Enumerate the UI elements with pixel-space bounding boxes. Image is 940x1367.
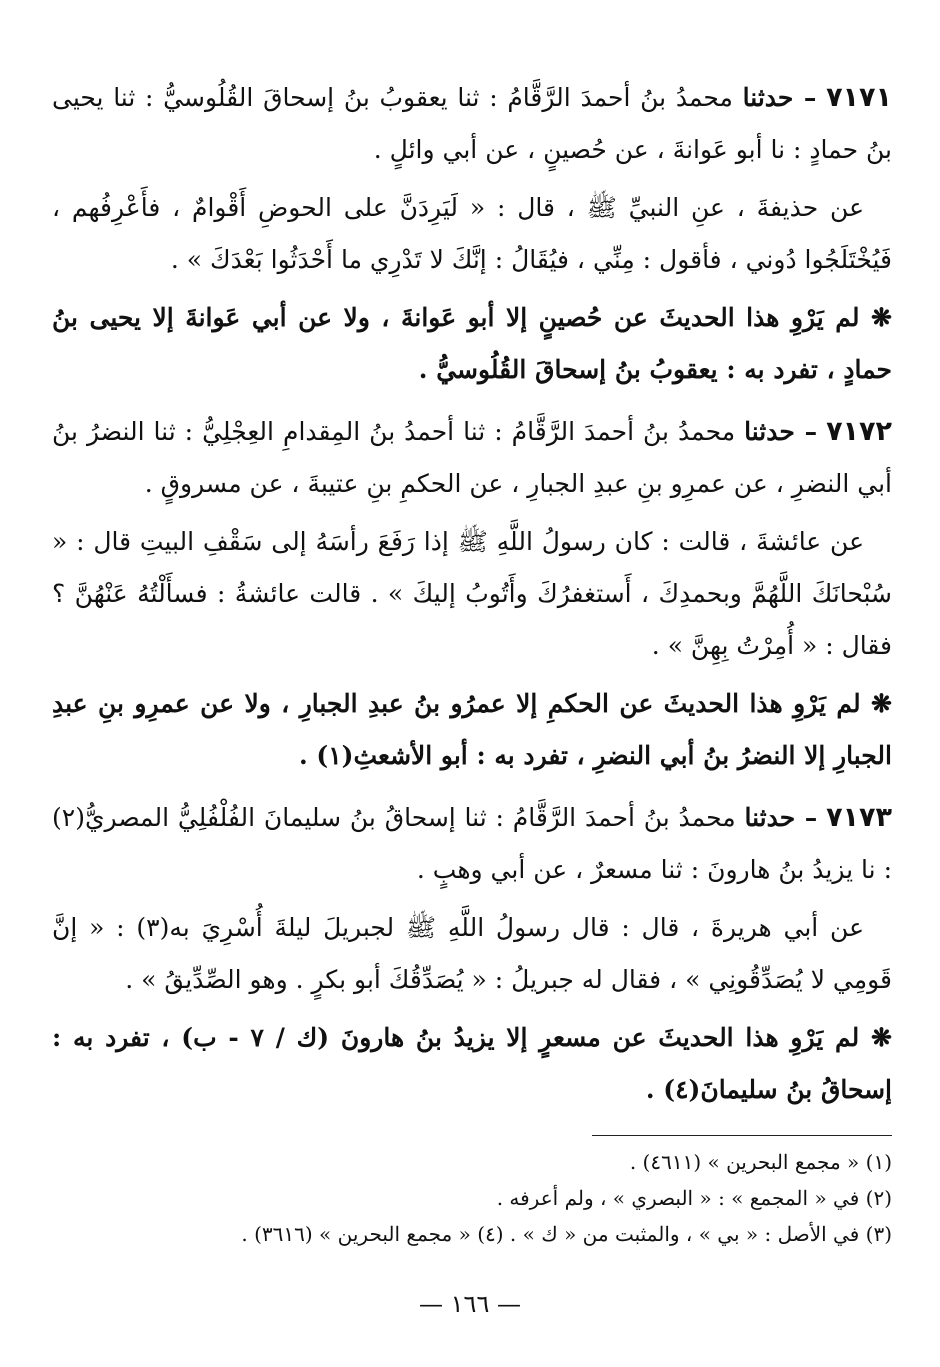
hadith-7173-note: ❋ لم يَرْوِ هذا الحديثَ عن مسعرٍ إلا يزيدُ بنُ هارونَ (ك / ٧ - ب) ، تفرد به : إسحاقُ بنُ سليمانَ(٤) . [52, 1023, 892, 1104]
hadith-7172-matn: عن عائشةَ ، قالت : كان رسولُ اللَّهِ ﷺ إذا رَفَعَ رأسَهُ إلى سَقْفِ البيتِ قال : « سُبْحانَكَ اللَّهُمَّ وبحمدِكَ ، أَستغفرُكَ وأَتُوبُ إليكَ » . قالت عائشةُ : فسأَلْتُهُ عَنْهُنَّ ؟ فقال : « أُمِرْتُ بِهِنَّ » . [52, 527, 892, 660]
isnad-text: محمدُ بنُ أحمدَ الرَّقَّامُ : ثنا أحمدُ بنُ المِقدامِ العِجْلِيُّ : ثنا النضرُ بنُ أبي النضرِ ، عن عمرِو بنِ عبدِ الجبارِ ، عن الحكمِ بنِ عتيبةَ ، عن مسروقٍ . [52, 417, 892, 498]
hadith-number: ٧١٧١ [826, 82, 892, 113]
footnotes [52, 1135, 892, 1252]
isnad-text: محمدُ بنُ أحمدَ الرَّقَّامُ : ثنا إسحاقُ بنُ سليمانَ الفُلْفُلِيُّ المصريُّ(٢) : نا يزيدُ بنُ هارونَ : ثنا مسعرٌ ، عن أبي وهبٍ . [52, 803, 892, 884]
hadith-7173-isnad: ٧١٧٣ – حدثنا محمدُ بنُ أحمدَ الرَّقَّامُ : ثنا إسحاقُ بنُ سليمانَ الفُلْفُلِيُّ المصريُّ(٢) : نا يزيدُ بنُ هارونَ : ثنا مسعرٌ ، عن أبي وهبٍ . [52, 802, 892, 884]
hadith-number: ٧١٧٢ [826, 416, 892, 447]
hadith-7172-note: ❋ لم يَرْوِ هذا الحديثَ عن الحكمِ إلا عمرُو بنُ عبدِ الجبارِ ، ولا عن عمرِو بنِ عبدِ الجبارِ إلا النضرُ بنُ أبي النضرِ ، تفرد به : أبو الأشعثِ(١) . [52, 689, 892, 770]
hadith-7171-isnad: ٧١٧١ – حدثنا محمدُ بنُ أحمدَ الرَّقَّامُ : ثنا يعقوبُ بنُ إسحاقَ القُلُوسيُّ : ثنا يحيى بنُ حمادٍ : نا أبو عَوانةَ ، عن حُصينٍ ، عن أبي وائلٍ . [52, 82, 892, 164]
hadith-7171-note: ❋ لم يَرْوِ هذا الحديثَ عن حُصينٍ إلا أبو عَوانةَ ، ولا عن أبي عَوانةَ إلا يحيى بنُ حمادٍ ، تفرد به : يعقوبُ بنُ إسحاقَ القُلُوسيُّ . [52, 303, 892, 384]
footnote-3-4: (٣) في الأصل : « بي » ، والمثبت من « ك » . (٤) « مجمع البحرين » (٣٦١٦) . [241, 1222, 892, 1246]
hadith-number: ٧١٧٣ [826, 802, 892, 833]
hadith-7172-isnad: ٧١٧٢ – حدثنا محمدُ بنُ أحمدَ الرَّقَّامُ : ثنا أحمدُ بنُ المِقدامِ العِجْلِيُّ : ثنا النضرُ بنُ أبي النضرِ ، عن عمرِو بنِ عبدِ الجبارِ ، عن الحكمِ بنِ عتيبةَ ، عن مسروقٍ . [52, 416, 892, 498]
page-body [52, 72, 892, 1126]
page-number: — ١٦٦ — [419, 1290, 521, 1318]
footnote-2: (٢) في « المجمع » : « البصري » ، ولم أعرفه . [496, 1186, 892, 1210]
isnad-text: محمدُ بنُ أحمدَ الرَّقَّامُ : ثنا يعقوبُ بنُ إسحاقَ القُلُوسيُّ : ثنا يحيى بنُ حمادٍ : نا أبو عَوانةَ ، عن حُصينٍ ، عن أبي وائلٍ . [52, 83, 892, 164]
hadith-7173-matn: عن أبي هريرةَ ، قال : قال رسولُ اللَّهِ ﷺ لجبريلَ ليلةَ أُسْرِيَ به(٣) : « إنَّ قَومِي لا يُصَدِّقُونِي » ، فقال له جبريلُ : « يُصَدِّقُكَ أبو بكرٍ . وهو الصِّدِّيقُ » . [52, 913, 892, 994]
hadith-7171-matn: عن حذيفةَ ، عنِ النبيِّ ﷺ ، قال : « لَيَرِدَنَّ على الحوضِ أَقْوامٌ ، فأَعْرِفُهم ، فَيُخْتَلَجُوا دُوني ، فأقول : مِنِّي ، فيُقَالُ : إنَّكَ لا تَدْرِي ما أَحْدَثُوا بَعْدَكَ » . [52, 193, 892, 274]
isnad-lead: حدثنا [744, 417, 795, 446]
isnad-lead: حدثنا [742, 83, 794, 112]
footnote-divider [592, 1135, 892, 1136]
isnad-lead: حدثنا [744, 803, 796, 832]
footnote-1: (١) « مجمع البحرين » (٤٦١١) . [629, 1150, 892, 1174]
